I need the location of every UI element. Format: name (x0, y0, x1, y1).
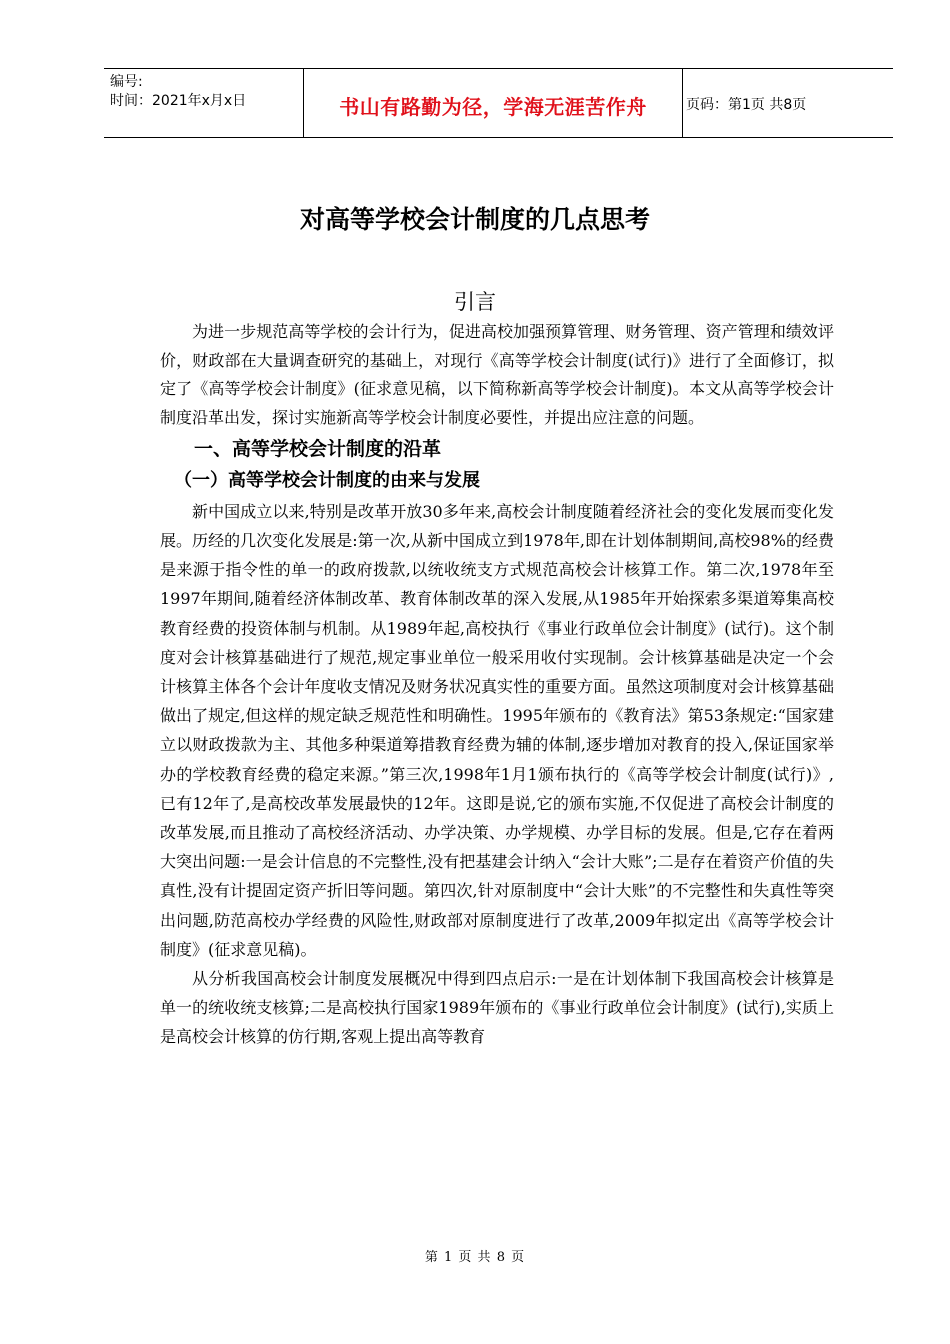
body-paragraph: 新中国成立以来,特别是改革开放30多年来,高校会计制度随着经济社会的变化发展而变化发展。历经的几次变化发展是:第一次,从新中国成立到1978年,即在计划体制期间,高校98%的经费是来源于指令性的单一的政府拨款,以统收统支方式规范高校会计核算工作。第二次,1978年至1997年期间,随着经济体制改革、教育体制改革的深入发展,从1985年开始探索多渠道筹集高校教育经费的投资体制与机制。从1989年起,高校执行《事业行政单位会计制度》(试行)。这个制度对会计核算基础进行了规范,规定事业单位一般采用收付实现制。会计核算基础是决定一个会计核算主体各个会计年度收支情况及财务状况真实性的重要方面。虽然这项制度对会计核算基础做出了规定,但这样的规定缺乏规范性和明确性。1995年颁布的《教育法》第53条规定:“国家建立以财政拨款为主、其他多种渠道筹措教育经费为辅的体制,逐步增加对教育的投入,保证国家举办的学校教育经费的稳定来源。”第三次,1998年1月1颁布执行的《高等学校会计制度(试行)》,已有12年了,是高校改革发展最快的12年。这即是说,它的颁布实施,不仅促进了高校会计制度的改革发展,而且推动了高校经济活动、办学决策、办学规模、办学目标的发展。但是,它存在着两大突出问题:一是会计信息的不完整性,没有把基建会计纳入“会计大账”;二是存在着资产价值的失真性,没有计提固定资产折旧等问题。第四次,针对原制度中“会计大账”的不完整性和失真性等突出问题,防范高校办学经费的风险性,财政部对原制度进行了改革,2009年拟定出《高等学校会计制度》(征求意见稿)。 (160, 501, 834, 959)
intro-paragraph: 为进一步规范高等学校的会计行为，促进高校加强预算管理、财务管理、资产管理和绩效评价，财政部在大量调查研究的基础上，对现行《高等学校会计制度(试行)》进行了全面修订，拟定了《高等学校会计制度》(征求意见稿，以下简称新高等学校会计制度)。本文从高等学校会计制度沿革出发，探讨实施新高等学校会计制度必要性，并提出应注意的问题。 (160, 322, 834, 428)
section-intro-title: 引言 (454, 290, 496, 314)
document-title: 对高等学校会计制度的几点思考 (299, 205, 650, 234)
header-page-info: 页码：第1页 共8页 (686, 97, 807, 113)
section-heading-1: 一、高等学校会计制度的沿革 (194, 437, 442, 460)
section-heading-1-1: （一）高等学校会计制度的由来与发展 (174, 469, 480, 491)
header-meta (110, 73, 300, 111)
time-label: 时间：2021年x月x日 (110, 93, 247, 109)
document-body (160, 318, 834, 1052)
header-divider-right (682, 69, 683, 137)
page-footer: 第 1 页 共 8 页 (424, 1250, 526, 1265)
document-header (104, 68, 893, 138)
number-label: 编号: (110, 74, 143, 90)
header-motto: 书山有路勤为径，学海无涯苦作舟 (339, 95, 647, 119)
body-paragraph: 从分析我国高校会计制度发展概况中得到四点启示:一是在计划体制下我国高校会计核算是单一的统收统支核算;二是高校执行国家1989年颁布的《事业行政单位会计制度》(试行),实质上是高校会计核算的仿行期,客观上提出高等教育 (160, 969, 834, 1047)
